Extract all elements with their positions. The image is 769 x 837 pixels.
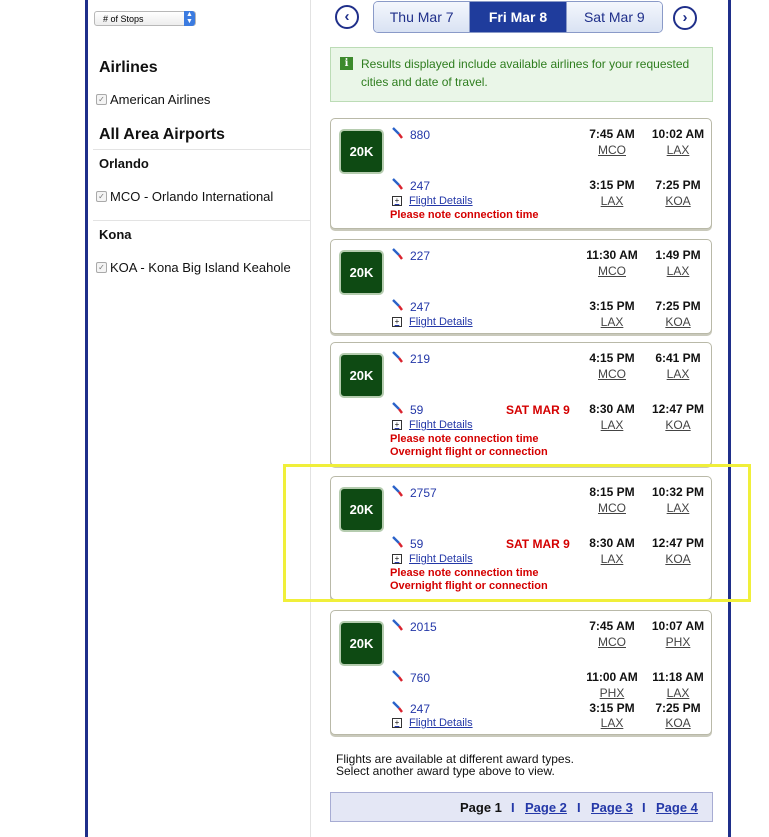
- date-tabs: [373, 1, 663, 33]
- divider: [93, 220, 310, 221]
- page-link-4[interactable]: Page 4: [656, 800, 698, 815]
- depart-airport[interactable]: LAX: [600, 418, 624, 432]
- depart-time: 8:15 PM: [589, 485, 635, 499]
- depart-time: 8:30 AM: [589, 402, 635, 416]
- stops-select[interactable]: [94, 11, 196, 26]
- depart-airport[interactable]: MCO: [598, 264, 626, 278]
- info-message: [330, 47, 713, 102]
- flight-details-link[interactable]: [392, 419, 473, 431]
- flight-details-link[interactable]: [392, 717, 473, 729]
- chevron-left-icon: ‹: [344, 8, 350, 25]
- airport-filter-label: MCO - Orlando International: [110, 189, 274, 204]
- flight-details-link[interactable]: [392, 316, 473, 328]
- flight-details-label: Flight Details: [409, 195, 473, 207]
- arrive-time: 12:47 PM: [651, 536, 705, 550]
- depart-airport[interactable]: LAX: [600, 552, 624, 566]
- tab-date-prev[interactable]: Thu Mar 7: [374, 2, 470, 32]
- arrive-airport[interactable]: LAX: [666, 501, 690, 515]
- connection-warning: Please note connection time: [390, 433, 539, 445]
- result-card: [330, 118, 712, 229]
- connection-warning: Please note connection time: [390, 567, 539, 579]
- award-types-note: [336, 753, 574, 777]
- next-day-date-note: SAT MAR 9: [506, 403, 570, 417]
- page-link-2[interactable]: Page 2: [525, 800, 567, 815]
- page-current: Page 1: [460, 800, 502, 815]
- expand-icon: +: [392, 317, 402, 327]
- american-airlines-logo-icon: [392, 701, 404, 713]
- depart-airport[interactable]: MCO: [598, 143, 626, 157]
- depart-airport[interactable]: MCO: [598, 501, 626, 515]
- arrive-airport[interactable]: LAX: [666, 143, 690, 157]
- arrive-time: 7:25 PM: [655, 701, 701, 715]
- frame-right-border: [728, 0, 731, 837]
- depart-time: 8:30 AM: [589, 536, 635, 550]
- tab-date-selected[interactable]: Fri Mar 8: [470, 2, 566, 32]
- depart-time: 11:00 AM: [586, 670, 638, 684]
- overnight-warning: Overnight flight or connection: [390, 446, 548, 458]
- checkbox-icon[interactable]: ✓: [96, 94, 107, 105]
- airlines-heading: Airlines: [99, 59, 158, 76]
- arrive-time: 1:49 PM: [655, 248, 701, 262]
- stops-select-label: # of Stops: [103, 14, 144, 24]
- arrive-time: 12:47 PM: [651, 402, 705, 416]
- depart-time: 3:15 PM: [589, 178, 635, 192]
- flight-number[interactable]: 247: [410, 702, 431, 716]
- airport-filter-label: KOA - Kona Big Island Keahole: [110, 260, 291, 275]
- american-airlines-logo-icon: [392, 178, 404, 190]
- award-types-note-line2: Select another award type above to view.: [336, 764, 555, 778]
- expand-icon: +: [392, 718, 402, 728]
- arrive-time: 11:18 AM: [652, 670, 704, 684]
- info-icon: i: [340, 57, 353, 70]
- flight-number[interactable]: 247: [410, 179, 431, 193]
- depart-airport[interactable]: PHX: [599, 686, 625, 700]
- depart-time: 7:45 AM: [589, 127, 635, 141]
- depart-time: 3:15 PM: [589, 701, 635, 715]
- flight-details-label: Flight Details: [409, 419, 473, 431]
- page-separator: I: [511, 800, 515, 815]
- pagination: [330, 792, 713, 822]
- arrive-time: 10:32 PM: [651, 485, 705, 499]
- flight-number[interactable]: 247: [410, 300, 431, 314]
- result-card: [330, 239, 712, 334]
- dest-city-heading: Kona: [99, 227, 132, 242]
- flight-details-link[interactable]: [392, 195, 473, 207]
- depart-airport[interactable]: LAX: [600, 315, 624, 329]
- award-badge[interactable]: 20K: [339, 129, 384, 174]
- arrive-time: 7:25 PM: [655, 178, 701, 192]
- depart-time: 7:45 AM: [589, 619, 635, 633]
- award-badge[interactable]: 20K: [339, 353, 384, 398]
- arrive-airport[interactable]: KOA: [665, 315, 691, 329]
- select-arrows-icon: ▲ ▼: [184, 11, 195, 26]
- prev-date-button[interactable]: [335, 5, 359, 29]
- info-text: Results displayed include available airlines for your requested cities and date of travel.: [361, 57, 690, 89]
- arrive-airport[interactable]: KOA: [665, 552, 691, 566]
- depart-airport[interactable]: LAX: [600, 194, 624, 208]
- arrive-airport[interactable]: LAX: [666, 367, 690, 381]
- highlight-box: [283, 464, 751, 602]
- flight-number[interactable]: 219: [410, 352, 431, 366]
- flight-number[interactable]: 2015: [410, 620, 437, 634]
- flight-number[interactable]: 880: [410, 128, 431, 142]
- american-airlines-logo-icon: [392, 619, 404, 631]
- airport-filter-mco[interactable]: [96, 189, 273, 204]
- arrive-airport[interactable]: KOA: [665, 194, 691, 208]
- award-types-note-line1: Flights are available at different award types.: [336, 752, 574, 766]
- airline-filter-label: American Airlines: [110, 92, 211, 107]
- page-separator: I: [642, 800, 646, 815]
- airline-filter-american[interactable]: [96, 92, 210, 107]
- arrive-time: 10:02 AM: [651, 127, 705, 141]
- arrive-time: 10:07 AM: [651, 619, 705, 633]
- american-airlines-logo-icon: [392, 299, 404, 311]
- airport-filter-koa[interactable]: [96, 260, 291, 275]
- flight-details-label: Flight Details: [409, 553, 473, 565]
- chevron-right-icon: ›: [682, 9, 688, 26]
- american-airlines-logo-icon: [392, 670, 404, 682]
- divider: [93, 149, 310, 150]
- page-link-3[interactable]: Page 3: [591, 800, 633, 815]
- arrive-time: 6:41 PM: [655, 351, 701, 365]
- expand-icon: +: [392, 196, 402, 206]
- next-day-date-note: SAT MAR 9: [506, 537, 570, 551]
- result-card: [330, 342, 712, 466]
- expand-icon: +: [392, 554, 402, 564]
- arrive-airport[interactable]: LAX: [666, 686, 690, 700]
- flight-number[interactable]: 2757: [410, 486, 437, 500]
- depart-time: 11:30 AM: [586, 248, 638, 262]
- american-airlines-logo-icon: [392, 351, 404, 363]
- american-airlines-logo-icon: [392, 248, 404, 260]
- depart-airport[interactable]: LAX: [600, 716, 624, 730]
- arrive-time: 7:25 PM: [655, 299, 701, 313]
- award-badge[interactable]: 20K: [339, 487, 384, 532]
- overnight-warning: Overnight flight or connection: [390, 580, 548, 592]
- american-airlines-logo-icon: [392, 127, 404, 139]
- result-card: [330, 610, 712, 735]
- page-separator: I: [577, 800, 581, 815]
- flight-number[interactable]: 760: [410, 671, 431, 685]
- depart-time: 4:15 PM: [589, 351, 635, 365]
- flight-number[interactable]: 59: [410, 403, 424, 417]
- checkbox-icon[interactable]: ✓: [96, 262, 107, 273]
- origin-city-heading: Orlando: [99, 156, 149, 171]
- flight-number[interactable]: 59: [410, 537, 424, 551]
- depart-airport[interactable]: MCO: [598, 635, 626, 649]
- arrive-airport[interactable]: KOA: [665, 716, 691, 730]
- arrive-airport[interactable]: KOA: [665, 418, 691, 432]
- expand-icon: +: [392, 420, 402, 430]
- award-badge[interactable]: 20K: [339, 621, 384, 666]
- american-airlines-logo-icon: [392, 402, 404, 414]
- airports-heading: All Area Airports: [99, 126, 225, 143]
- connection-warning: Please note connection time: [390, 209, 539, 221]
- depart-airport[interactable]: MCO: [598, 367, 626, 381]
- award-badge[interactable]: 20K: [339, 250, 384, 295]
- checkbox-icon[interactable]: ✓: [96, 191, 107, 202]
- tab-date-next[interactable]: Sat Mar 9: [567, 2, 662, 32]
- flight-details-label: Flight Details: [409, 717, 473, 729]
- arrive-airport[interactable]: LAX: [666, 264, 690, 278]
- flight-number[interactable]: 227: [410, 249, 431, 263]
- arrive-airport[interactable]: PHX: [665, 635, 691, 649]
- depart-time: 3:15 PM: [589, 299, 635, 313]
- flight-details-label: Flight Details: [409, 316, 473, 328]
- next-date-button[interactable]: [673, 6, 697, 30]
